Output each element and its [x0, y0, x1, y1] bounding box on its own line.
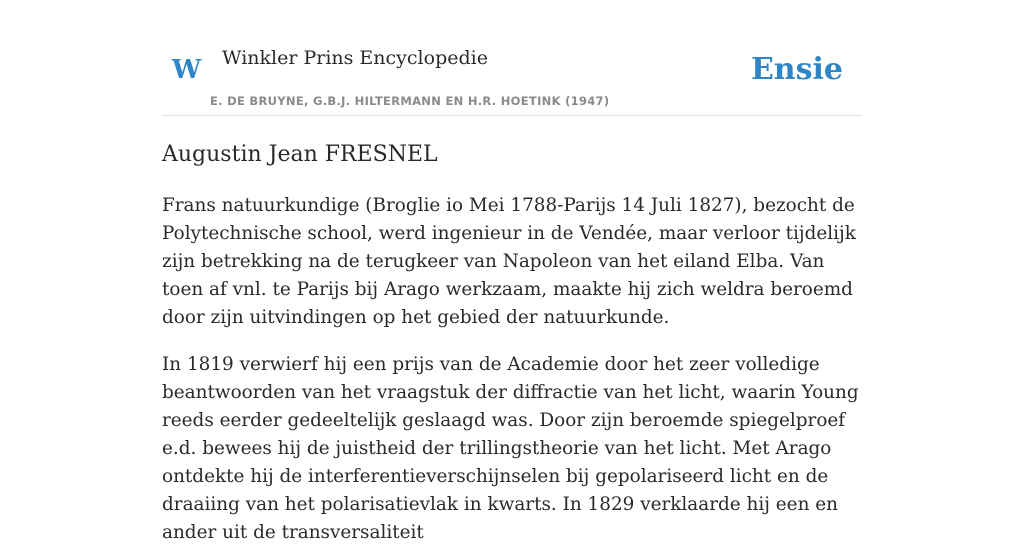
publication-logo[interactable]: W	[172, 55, 202, 85]
ensie-logo-link[interactable]: Ensie	[750, 52, 843, 87]
site-header	[162, 36, 862, 116]
article-title: Augustin Jean FRESNEL	[162, 142, 438, 167]
article-body	[162, 138, 864, 547]
article-paragraph: Frans natuurkundige (Broglie io Mei 1788-Parijs 14 Juli 1827), bezocht de Polytechnische school, werd ingenieur in de Vendée, maar verloor tijdelijk zijn betrekking na de terugkeer van Napoleon van het eiland Elba. Van toen af vnl. te Parijs bij Arago werkzaam, maakte hij zich weldra beroemd door zijn uitvindingen op het gebied der natuurkunde.	[162, 195, 856, 328]
publication-title[interactable]: Winkler Prins Encyclopedie	[222, 47, 488, 69]
publication-authors: E. DE BRUYNE, G.B.J. HILTERMANN EN H.R. HOETINK (1947)	[210, 94, 610, 108]
article-paragraph: In 1819 verwierf hij een prijs van de Academie door het zeer volledige beantwoorden van het vraagstuk der diffractie van het licht, waarin Young reeds eerder gedeeltelijk geslaagd was. Door zijn beroemde spiegelproef e.d. bewees hij de juistheid der trillingstheorie van het licht. Met Arago ontdekte hij de interferentieverschijnselen bij gepolariseerd licht en de draaiing van het polarisatievlak in kwarts. In 1829 verklaarde hij een en ander uit de transversaliteit	[162, 354, 859, 543]
